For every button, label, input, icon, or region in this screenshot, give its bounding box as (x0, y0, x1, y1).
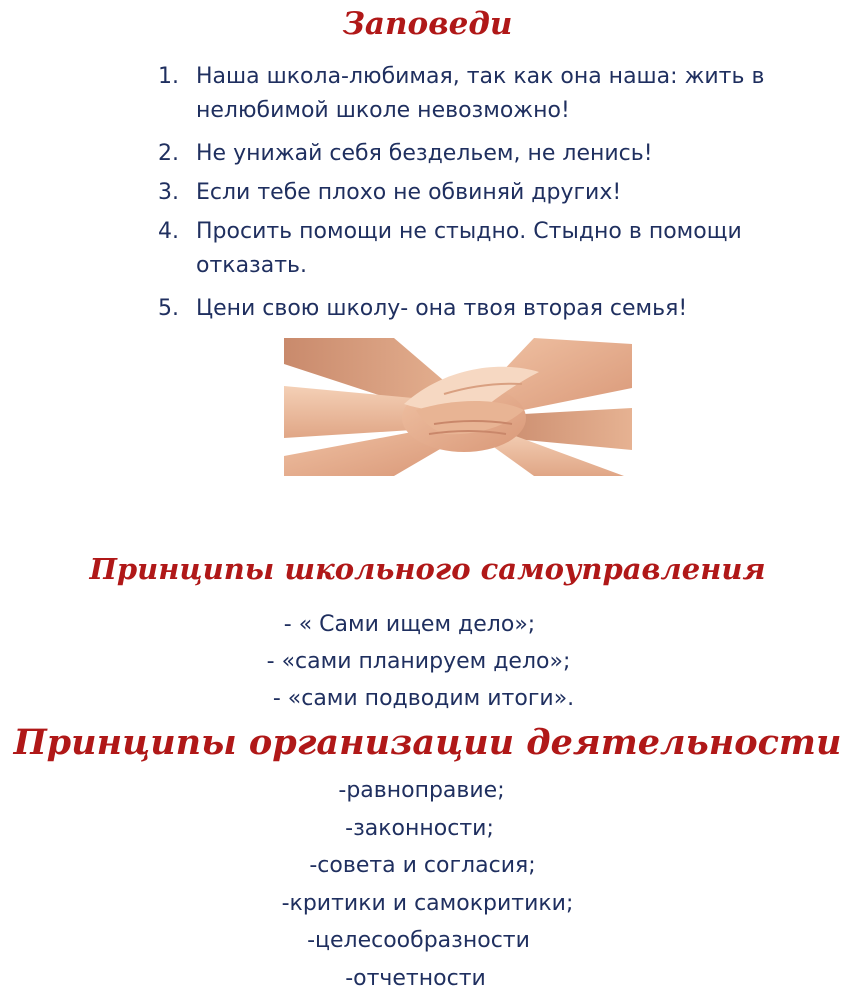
commandments-title: Заповеди (342, 6, 513, 42)
list-number: 3. (158, 180, 179, 205)
list-item: -целесообразности (307, 928, 530, 953)
list-item (150, 215, 790, 283)
stacked-hands-icon (284, 338, 632, 476)
list-item (150, 60, 790, 128)
list-item (150, 292, 790, 326)
organization-list (0, 772, 855, 997)
organization-title: Принципы организации деятельности (13, 722, 842, 763)
list-number: 1. (158, 64, 179, 89)
list-text: Наша школа-любимая, так как она наша: жить в нелюбимой школе невозможно! (196, 64, 765, 123)
list-item (150, 176, 790, 210)
list-text: Не унижай себя бездельем, не ленись! (196, 141, 653, 166)
list-item: - «сами планируем дело»; (266, 649, 571, 674)
list-number: 4. (158, 219, 179, 244)
list-item (150, 137, 790, 171)
list-text: Если тебе плохо не обвиняй других! (196, 180, 622, 205)
commandments-list (150, 60, 790, 331)
list-item: - «сами подводим итоги». (272, 686, 575, 711)
list-item: -критики и самокритики; (281, 890, 574, 916)
list-item: -совета и согласия; (309, 853, 536, 878)
list-text: Цени свою школу- она твоя вторая семья! (196, 296, 688, 321)
self-government-list (0, 606, 855, 717)
list-item: - « Сами ищем дело»; (283, 612, 536, 637)
list-text: Просить помощи не стыдно. Стыдно в помощи отказать. (196, 219, 742, 278)
list-number: 5. (158, 296, 179, 321)
list-item: -законности; (345, 815, 494, 841)
list-item: -равноправие; (338, 778, 505, 803)
list-number: 2. (158, 141, 179, 166)
stacked-hands-photo (284, 338, 632, 476)
self-government-title: Принципы школьного самоуправления (89, 552, 766, 586)
list-item: -отчетности (345, 965, 486, 991)
